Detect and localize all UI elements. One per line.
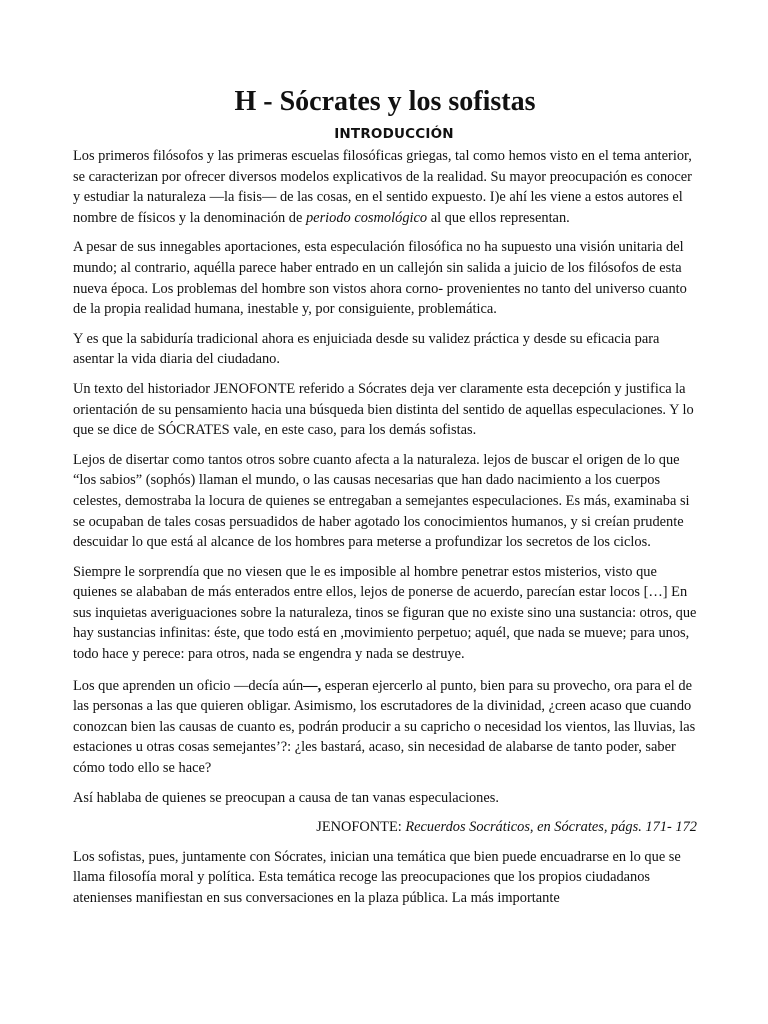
document-page — [73, 82, 697, 918]
quote-paragraph-3 — [73, 676, 697, 779]
citation-author: JENOFONTE: — [316, 819, 406, 836]
quote-paragraph-2: Siempre le sorprendía que no viesen que le es imposible al hombre penetrar estos misterios, visto que quienes se alababan de más enterados entre ellos, lejos de ponerse de acuerdo, parecían estar locos […] En sus inquietas averiguaciones sobre la naturaleza, tinos se figuran que no existe sino una sustancia: otros, que hay sustancias infinitas: éste, que todo está en ,movimiento perpetuo; aquél, que nada se mueve; para unos, todo hace y perece: para otros, nada se engendra y nada se destruye. — [73, 563, 697, 663]
paragraph-wisdom: Y es que la sabiduría tradicional ahora es enjuiciada desde su validez práctica y desde su eficacia para asentar la vida diaria del ciudadano. — [73, 330, 660, 368]
paragraph-text: esperan ejercerlo al punto, bien para su provecho, ora para el de las personas a las que quieren obligar. Asimismo, los escrutadores de la divinidad, ¿creen acaso que cuando conozcan bien las causas de cuanto es, podrán producir a su capricho o necesidad los vientos, las lluvias, las estaciones u otras cosas semejantes’?: ¿les bastará, acaso, sin necesidad de alabarse de tanto poder, saber cómo todo ello se hace? — [73, 677, 696, 777]
paragraph-sofistas: Los sofistas, pues, juntamente con Sócrates, inician una temática que bien puede encuadrarse en lo que se llama filosofía moral y política. Esta temática recoge las preocupaciones que los propios ciudadanos atenienses manifiestan en sus conversaciones en la plaza pública. La más importante — [73, 848, 681, 906]
paragraph-jenofonte: Un texto del historiador JENOFONTE referido a Sócrates deja ver claramente esta decepción y justifica la orientación de su pensamiento hacia una búsqueda bien distinta del sentido de aquellas especulaciones. Y lo que se dice de SÓCRATES vale, en este caso, para los demás sofistas. — [73, 380, 694, 439]
paragraph-text: al que ellos representan. — [427, 209, 570, 226]
page-title: H - Sócrates y los sofistas — [234, 86, 536, 117]
paragraph-text: Los primeros filósofos y las primeras escuelas filosóficas griegas, tal como hemos visto en el tema anterior, se caracterizan por ofrecer diversos modelos explicativos de la realidad. Su mayor preocupación es conocer y estudiar la naturaleza —la fisis— de las cosas, en el sentido expuesto. I)e ahí les viene a estos autores el nombre de físicos y la denominación de — [73, 148, 692, 226]
paragraph-intro — [73, 146, 697, 228]
italic-term: periodo cosmológico — [305, 209, 428, 226]
quote-paragraph-1: Lejos de disertar como tantos otros sobre cuanto afecta a la naturaleza. lejos de buscar el origen de lo que “los sabios” (sophós) llaman el mundo, o las causas necesarias que han dado nacimiento a los cuerpos celestes, demostraba la locura de quienes se entregaban a semejantes especulaciones. Es más, examinaba si se ocupaban de tales cosas persuadidos de haber agotado los conocimientos humanos, y si creían prudente descuidar lo que está al alcance de los hombres para meterse a profundizar los secretos de los ciclos. — [73, 451, 690, 551]
paragraph-speculation: A pesar de sus innegables aportaciones, esta especulación filosófica no ha supuesto una visión unitaria del mundo; al contrario, aquélla parece haber entrado en un callejón sin salida a juicio de los filósofos de esta nueva época. Los problemas del hombre son vistos ahora corno- provenientes no tanto del universo cuanto de la propia realidad humana, inestable y, por consiguiente, problemática. — [73, 239, 687, 318]
paragraph-text: Los que aprenden un oficio —decía aún — [73, 677, 304, 694]
bold-dash: —, — [303, 677, 322, 694]
quote-citation — [73, 817, 697, 838]
citation-work: Recuerdos Socráticos, en Sócrates, págs. 171- 172 — [405, 819, 697, 836]
quote-paragraph-4: Así hablaba de quienes se preocupan a causa de tan vanas especulaciones. — [73, 789, 499, 806]
section-heading: INTRODUCCIÓN — [334, 126, 454, 142]
